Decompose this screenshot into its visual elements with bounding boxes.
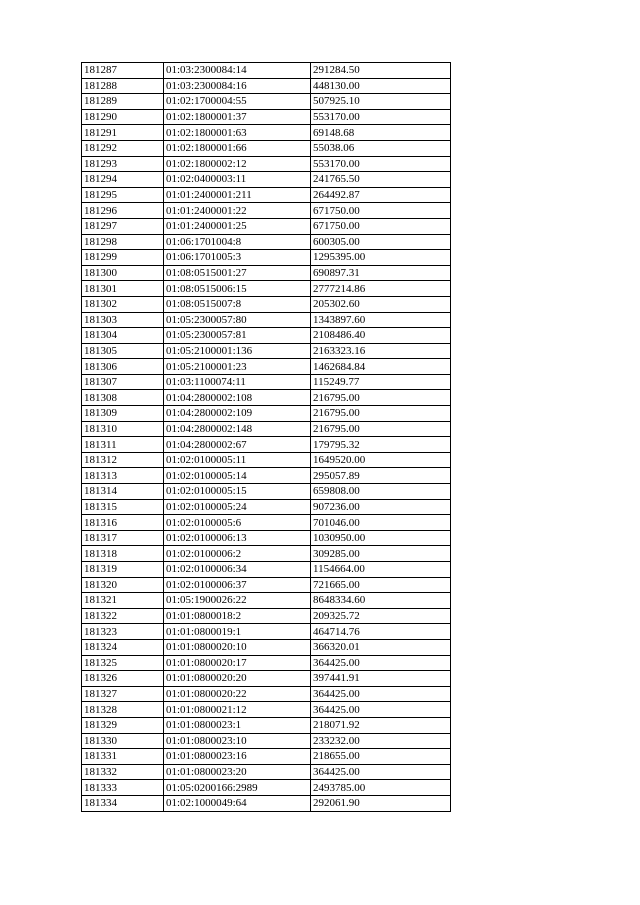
- cadastral-number-cell: 01:04:2800002:148: [164, 421, 311, 437]
- row-id-cell: 181309: [82, 406, 164, 422]
- value-cell: 205302.60: [311, 296, 451, 312]
- row-id-cell: 181303: [82, 312, 164, 328]
- value-cell: 701046.00: [311, 515, 451, 531]
- cadastral-number-cell: 01:03:2300084:14: [164, 63, 311, 79]
- row-id-cell: 181334: [82, 795, 164, 811]
- row-id-cell: 181329: [82, 717, 164, 733]
- table-row: [82, 78, 451, 94]
- row-id-cell: 181313: [82, 468, 164, 484]
- row-id-cell: 181311: [82, 437, 164, 453]
- row-id-cell: 181333: [82, 780, 164, 796]
- table-row: [82, 265, 451, 281]
- table-row: [82, 530, 451, 546]
- value-cell: 1154664.00: [311, 562, 451, 578]
- table-row: [82, 562, 451, 578]
- cadastral-number-cell: 01:02:0100005:15: [164, 484, 311, 500]
- cadastral-number-cell: 01:03:1100074:11: [164, 374, 311, 390]
- row-id-cell: 181319: [82, 562, 164, 578]
- cadastral-number-cell: 01:02:0100006:34: [164, 562, 311, 578]
- value-cell: 2777214.86: [311, 281, 451, 297]
- cadastral-number-cell: 01:02:1800001:37: [164, 109, 311, 125]
- table-row: [82, 296, 451, 312]
- row-id-cell: 181327: [82, 686, 164, 702]
- table-row: [82, 484, 451, 500]
- table-row: [82, 281, 451, 297]
- table-row: [82, 218, 451, 234]
- value-cell: 464714.76: [311, 624, 451, 640]
- row-id-cell: 181302: [82, 296, 164, 312]
- table-row: [82, 795, 451, 811]
- cadastral-number-cell: 01:01:2400001:211: [164, 187, 311, 203]
- cadastral-number-cell: 01:05:2100001:23: [164, 359, 311, 375]
- row-id-cell: 181325: [82, 655, 164, 671]
- cadastral-number-cell: 01:01:0800020:17: [164, 655, 311, 671]
- table-row: [82, 390, 451, 406]
- table-row: [82, 733, 451, 749]
- value-cell: 179795.32: [311, 437, 451, 453]
- cadastral-number-cell: 01:01:0800020:10: [164, 639, 311, 655]
- value-cell: 309285.00: [311, 546, 451, 562]
- cadastral-number-cell: 01:02:0100006:37: [164, 577, 311, 593]
- row-id-cell: 181293: [82, 156, 164, 172]
- table-row: [82, 437, 451, 453]
- value-cell: 216795.00: [311, 406, 451, 422]
- value-cell: 8648334.60: [311, 593, 451, 609]
- row-id-cell: 181289: [82, 94, 164, 110]
- table-row: [82, 624, 451, 640]
- cadastral-number-cell: 01:04:2800002:108: [164, 390, 311, 406]
- row-id-cell: 181318: [82, 546, 164, 562]
- cadastral-number-cell: 01:01:0800019:1: [164, 624, 311, 640]
- table-row: [82, 140, 451, 156]
- row-id-cell: 181287: [82, 63, 164, 79]
- value-cell: 659808.00: [311, 484, 451, 500]
- cadastral-number-cell: 01:02:0100005:11: [164, 452, 311, 468]
- table-row: [82, 515, 451, 531]
- table-row: [82, 250, 451, 266]
- row-id-cell: 181332: [82, 764, 164, 780]
- cadastral-number-cell: 01:01:0800023:16: [164, 749, 311, 765]
- value-cell: 1030950.00: [311, 530, 451, 546]
- value-cell: 55038.06: [311, 140, 451, 156]
- table-row: [82, 328, 451, 344]
- value-cell: 218655.00: [311, 749, 451, 765]
- row-id-cell: 181323: [82, 624, 164, 640]
- row-id-cell: 181292: [82, 140, 164, 156]
- value-cell: 216795.00: [311, 390, 451, 406]
- table-row: [82, 374, 451, 390]
- value-cell: 209325.72: [311, 608, 451, 624]
- value-cell: 1649520.00: [311, 452, 451, 468]
- row-id-cell: 181320: [82, 577, 164, 593]
- row-id-cell: 181322: [82, 608, 164, 624]
- cadastral-number-cell: 01:02:1000049:64: [164, 795, 311, 811]
- row-id-cell: 181316: [82, 515, 164, 531]
- table-row: [82, 608, 451, 624]
- cadastral-number-cell: 01:01:0800023:1: [164, 717, 311, 733]
- row-id-cell: 181331: [82, 749, 164, 765]
- cadastral-number-cell: 01:06:1701004:8: [164, 234, 311, 250]
- cadastral-number-cell: 01:05:1900026:22: [164, 593, 311, 609]
- row-id-cell: 181290: [82, 109, 164, 125]
- table-row: [82, 717, 451, 733]
- value-cell: 1343897.60: [311, 312, 451, 328]
- row-id-cell: 181305: [82, 343, 164, 359]
- cadastral-number-cell: 01:01:0800023:10: [164, 733, 311, 749]
- value-cell: 553170.00: [311, 156, 451, 172]
- table-row: [82, 156, 451, 172]
- table-row: [82, 343, 451, 359]
- table-row: [82, 63, 451, 79]
- table-row: [82, 780, 451, 796]
- row-id-cell: 181312: [82, 452, 164, 468]
- table-row: [82, 546, 451, 562]
- cadastral-number-cell: 01:01:0800021:12: [164, 702, 311, 718]
- cadastral-number-cell: 01:01:0800018:2: [164, 608, 311, 624]
- row-id-cell: 181330: [82, 733, 164, 749]
- row-id-cell: 181291: [82, 125, 164, 141]
- row-id-cell: 181301: [82, 281, 164, 297]
- cadastral-number-cell: 01:05:2300057:81: [164, 328, 311, 344]
- table-row: [82, 359, 451, 375]
- row-id-cell: 181307: [82, 374, 164, 390]
- cadastral-number-cell: 01:04:2800002:67: [164, 437, 311, 453]
- value-cell: 241765.50: [311, 172, 451, 188]
- cadastral-number-cell: 01:05:2300057:80: [164, 312, 311, 328]
- value-cell: 69148.68: [311, 125, 451, 141]
- value-cell: 721665.00: [311, 577, 451, 593]
- row-id-cell: 181297: [82, 218, 164, 234]
- value-cell: 448130.00: [311, 78, 451, 94]
- value-cell: 2163323.16: [311, 343, 451, 359]
- row-id-cell: 181298: [82, 234, 164, 250]
- value-cell: 364425.00: [311, 686, 451, 702]
- row-id-cell: 181310: [82, 421, 164, 437]
- cadastral-number-cell: 01:02:1800001:66: [164, 140, 311, 156]
- row-id-cell: 181324: [82, 639, 164, 655]
- value-cell: 291284.50: [311, 63, 451, 79]
- row-id-cell: 181304: [82, 328, 164, 344]
- cadastral-number-cell: 01:05:0200166:2989: [164, 780, 311, 796]
- table-row: [82, 577, 451, 593]
- value-cell: 2493785.00: [311, 780, 451, 796]
- row-id-cell: 181321: [82, 593, 164, 609]
- row-id-cell: 181288: [82, 78, 164, 94]
- row-id-cell: 181296: [82, 203, 164, 219]
- value-cell: 1462684.84: [311, 359, 451, 375]
- table-row: [82, 686, 451, 702]
- row-id-cell: 181315: [82, 499, 164, 515]
- row-id-cell: 181326: [82, 671, 164, 687]
- table-row: [82, 671, 451, 687]
- value-cell: 1295395.00: [311, 250, 451, 266]
- cadastral-number-cell: 01:02:0100005:14: [164, 468, 311, 484]
- value-cell: 397441.91: [311, 671, 451, 687]
- table-row: [82, 421, 451, 437]
- row-id-cell: 181299: [82, 250, 164, 266]
- data-table: [81, 62, 451, 812]
- cadastral-number-cell: 01:01:2400001:25: [164, 218, 311, 234]
- cadastral-number-cell: 01:08:0515007:8: [164, 296, 311, 312]
- value-cell: 295057.89: [311, 468, 451, 484]
- value-cell: 264492.87: [311, 187, 451, 203]
- cadastral-number-cell: 01:05:2100001:136: [164, 343, 311, 359]
- table-row: [82, 203, 451, 219]
- value-cell: 553170.00: [311, 109, 451, 125]
- table-row: [82, 94, 451, 110]
- value-cell: 292061.90: [311, 795, 451, 811]
- cadastral-number-cell: 01:02:0100006:13: [164, 530, 311, 546]
- table-row: [82, 312, 451, 328]
- cadastral-number-cell: 01:01:0800020:20: [164, 671, 311, 687]
- table-row: [82, 593, 451, 609]
- table-body: [82, 63, 451, 812]
- row-id-cell: 181314: [82, 484, 164, 500]
- row-id-cell: 181295: [82, 187, 164, 203]
- table-row: [82, 468, 451, 484]
- value-cell: 216795.00: [311, 421, 451, 437]
- cadastral-number-cell: 01:02:0100005:6: [164, 515, 311, 531]
- row-id-cell: 181294: [82, 172, 164, 188]
- cadastral-number-cell: 01:01:0800023:20: [164, 764, 311, 780]
- table-row: [82, 406, 451, 422]
- cadastral-number-cell: 01:02:0100006:2: [164, 546, 311, 562]
- table-row: [82, 702, 451, 718]
- cadastral-number-cell: 01:06:1701005:3: [164, 250, 311, 266]
- cadastral-number-cell: 01:02:0100005:24: [164, 499, 311, 515]
- table-row: [82, 109, 451, 125]
- value-cell: 671750.00: [311, 203, 451, 219]
- cadastral-number-cell: 01:08:0515001:27: [164, 265, 311, 281]
- cadastral-number-cell: 01:03:2300084:16: [164, 78, 311, 94]
- row-id-cell: 181328: [82, 702, 164, 718]
- row-id-cell: 181300: [82, 265, 164, 281]
- table-row: [82, 125, 451, 141]
- cadastral-number-cell: 01:08:0515006:15: [164, 281, 311, 297]
- cadastral-number-cell: 01:02:1700004:55: [164, 94, 311, 110]
- cadastral-number-cell: 01:02:1800001:63: [164, 125, 311, 141]
- value-cell: 600305.00: [311, 234, 451, 250]
- cadastral-number-cell: 01:02:0400003:11: [164, 172, 311, 188]
- table-row: [82, 655, 451, 671]
- cadastral-number-cell: 01:01:0800020:22: [164, 686, 311, 702]
- table-row: [82, 499, 451, 515]
- value-cell: 366320.01: [311, 639, 451, 655]
- table-row: [82, 452, 451, 468]
- table-row: [82, 749, 451, 765]
- row-id-cell: 181306: [82, 359, 164, 375]
- table-row: [82, 764, 451, 780]
- row-id-cell: 181308: [82, 390, 164, 406]
- value-cell: 507925.10: [311, 94, 451, 110]
- value-cell: 115249.77: [311, 374, 451, 390]
- value-cell: 364425.00: [311, 764, 451, 780]
- value-cell: 218071.92: [311, 717, 451, 733]
- value-cell: 690897.31: [311, 265, 451, 281]
- value-cell: 364425.00: [311, 655, 451, 671]
- table-row: [82, 234, 451, 250]
- table-row: [82, 172, 451, 188]
- cadastral-number-cell: 01:01:2400001:22: [164, 203, 311, 219]
- table-row: [82, 639, 451, 655]
- cadastral-number-cell: 01:02:1800002:12: [164, 156, 311, 172]
- value-cell: 233232.00: [311, 733, 451, 749]
- value-cell: 364425.00: [311, 702, 451, 718]
- value-cell: 2108486.40: [311, 328, 451, 344]
- row-id-cell: 181317: [82, 530, 164, 546]
- value-cell: 907236.00: [311, 499, 451, 515]
- table-row: [82, 187, 451, 203]
- value-cell: 671750.00: [311, 218, 451, 234]
- cadastral-number-cell: 01:04:2800002:109: [164, 406, 311, 422]
